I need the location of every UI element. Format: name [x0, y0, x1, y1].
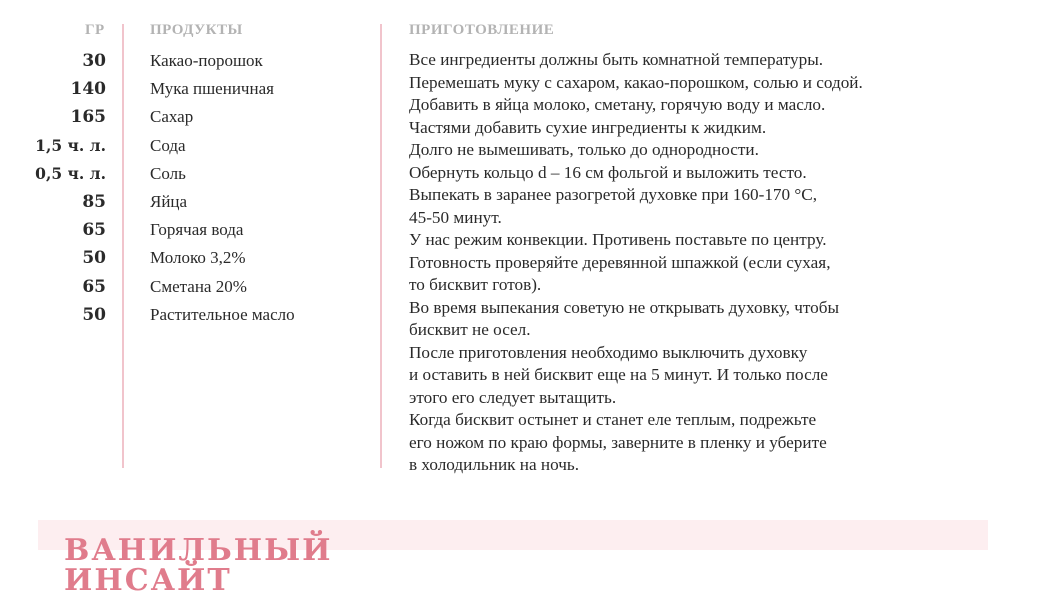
preparation-line: 45-50 минут. — [409, 207, 502, 227]
preparation-line: У нас режим конвекции. Противень поставьте по центру. — [409, 230, 827, 249]
products-column-header: ПРОДУКТЫ — [150, 22, 243, 38]
preparation-line: бисквит не осел. — [409, 320, 531, 339]
ingredient-name: Мука пшеничная — [150, 79, 274, 99]
ingredient-quantity: 1,5 ч. л. — [35, 135, 106, 155]
preparation-line: Частями добавить сухие ингредиенты к жидким. — [409, 117, 767, 137]
preparation-line: Выпекать в заранее разогретой духовке при 160-170 °С, — [409, 185, 818, 204]
next-section-heading — [64, 533, 374, 598]
preparation-line: то бисквит готов). — [409, 275, 542, 294]
ingredient-name: Сметана 20% — [150, 276, 247, 296]
preparation-line: Обернуть кольцо d – 16 см фольгой и выложить тесто. — [409, 162, 807, 182]
preparation-line: Готовность проверяйте деревянной шпажкой (если сухая, — [409, 252, 831, 272]
preparation-line: Перемешать муку с сахаром, какао-порошком, солью и содой. — [409, 72, 863, 92]
quantity-list — [20, 48, 106, 330]
preparation-line: Когда бисквит остынет и станет еле теплым, подрежьте — [409, 410, 817, 429]
column-divider-left — [122, 24, 124, 468]
ingredient-name: Сода — [150, 135, 186, 155]
preparation-line: Добавить в яйца молоко, сметану, горячую воду и масло. — [409, 95, 826, 114]
preparation-line: Все ингредиенты должны быть комнатной температуры. — [409, 50, 824, 69]
ingredient-quantity: 0,5 ч. л. — [35, 163, 106, 183]
next-section-band — [38, 520, 988, 598]
ingredient-name: Сахар — [150, 107, 194, 127]
ingredient-quantity: 65 — [82, 220, 106, 241]
quantity-column-header: ГР — [85, 22, 105, 38]
ingredient-quantity: 50 — [82, 248, 106, 269]
ingredient-name: Яйца — [150, 191, 188, 211]
next-section-heading-text: ВАНИЛЬНЫЙ ИНСАЙТ — [64, 533, 333, 598]
preparation-column-header: ПРИГОТОВЛЕНИЕ — [409, 22, 555, 38]
ingredient-quantity: 65 — [82, 276, 106, 297]
preparation-line: После приготовления необходимо выключить духовку — [409, 342, 808, 362]
ingredient-quantity: 30 — [82, 51, 106, 71]
ingredient-name: Молоко 3,2% — [150, 248, 246, 268]
preparation-line: его ножом по краю формы, заверните в пленку и уберите — [409, 432, 827, 452]
ingredient-name: Какао-порошок — [150, 51, 263, 70]
preparation-line: и оставить в ней бисквит еще на 5 минут. И только после — [409, 365, 828, 384]
preparation-text — [409, 49, 1009, 477]
preparation-line: Во время выпекания советую не открывать духовку, чтобы — [409, 297, 840, 317]
column-divider-right — [380, 24, 382, 468]
product-list — [150, 48, 375, 330]
preparation-line: в холодильник на ночь. — [409, 455, 580, 474]
ingredient-name: Горячая вода — [150, 220, 244, 240]
preparation-line: Долго не вымешивать, только до однородности. — [409, 140, 759, 159]
ingredient-quantity: 165 — [70, 107, 106, 128]
ingredient-quantity: 140 — [70, 79, 106, 100]
preparation-line: этого его следует вытащить. — [409, 387, 617, 407]
ingredient-name: Соль — [150, 163, 186, 183]
ingredient-name: Растительное масло — [150, 304, 295, 324]
ingredient-quantity: 85 — [82, 191, 106, 212]
ingredient-quantity: 50 — [82, 304, 106, 325]
